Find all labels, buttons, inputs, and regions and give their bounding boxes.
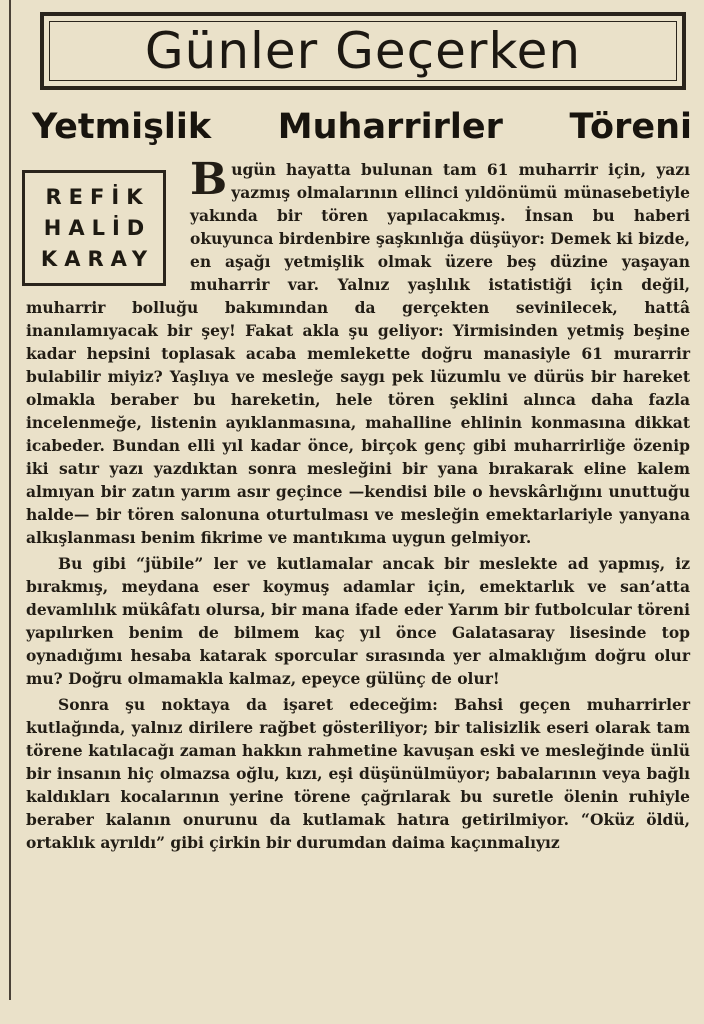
article-body	[26, 154, 690, 854]
paragraph-3: Sonra şu noktaya da işaret edeceğim: Bahsi geçen muharrirler kutlağında, yalnız dirilere rağbet gösteriliyor; bir talisizlik eseri olarak tam törene katılacağı zaman hakkın rahmetine kavuşan eski ve mesleğinde ünlü bir insanın hiç olmazsa oğlu, kızı, eşi düşünülmüyor; babalarının veya bağlı kaldıkları kocalarının yerine törene çağrılarak bu suretle ölenin ruhiyle beraber kalanın onurunu da kutlamak hatıra getirilmiyor. “Oküz öldü, ortaklık ayrıldı” gibi çirkin bir durumdan daima kaçınmalıyız	[26, 695, 690, 852]
column-rule	[9, 0, 11, 1000]
headline: Yetmişlik Muharrirler Töreni	[32, 107, 692, 147]
column-banner	[40, 12, 686, 90]
paragraph-1-text: ugün hayatta bulunan tam 61 muharrir için, yazı yazmış olmalarının ellinci yıldönümü münasebetiyle yakında bir tören yapılacakmış. İnsan bu haberi okuyunca birdenbire şaşkınlığa düşüyor: Demek ki bizde, en aşağı yetmişlik olmak üzere beş düzine yaşayan muharrir var. Yalnız yaşlılık istatistiği için değil, muharrir bolluğu bakımından da gerçekten sevinilecek, hattâ inanılamıyacak bir şey! Fakat akla şu geliyor: Yirmisinden yetmiş beşine kadar hepsini toplasak acaba memlekette doğru manasiyle 61 murarrir bulabilir miyiz? Yaşlıya ve mesleğe saygı pek lüzumlu ve dürüs bir hareket olmakla beraber bu hareketin, hele tören şeklini alınca daha fazla incelenmeğe, listenin ayıklanmasına, mahalline ehlinin konmasına dikkat icabeder. Bundan elli yıl kadar önce, birçok genç gibi muharrirliğe özenip iki satır yazı yazdıktan sonra mesleğini bir yana bırakarak eline kalem almıyan bir zatın yarım asır geçince —kendisi bile o hevskârlığını unuttuğu halde— bir tören salonuna oturtulması ve mesleğin emektarlariyle yanyana alkışlanması benim fikrime ve mantıkıma uygun gelmiyor.	[26, 160, 690, 547]
byline-middle-name: HALİD	[43, 215, 152, 240]
drop-cap: B	[190, 154, 228, 205]
byline-spacer	[26, 158, 190, 292]
byline-first-name: REFİK	[45, 184, 150, 209]
byline-last-name: KARAY	[40, 246, 155, 271]
column-title: Günler Geçerken	[144, 22, 582, 80]
paragraph-2: Bu gibi “jübile” ler ve kutlamalar ancak bir meslekte ad yapmış, iz bırakmış, meydana eser koymuş adamlar için, emektarlık ve san’atta devamlılık mükâfatı olursa, bir mana ifade eder Yarım bir futbolcular töreni yapılırken benim de bilmem kaç yıl önce Galatasaray lisesinde top oynadığımı hesaba katarak sporcular sırasında yer almaklığım doğru olur mu? Doğru olmamakla kalmaz, epeyce gülünç de olur!	[26, 554, 690, 688]
